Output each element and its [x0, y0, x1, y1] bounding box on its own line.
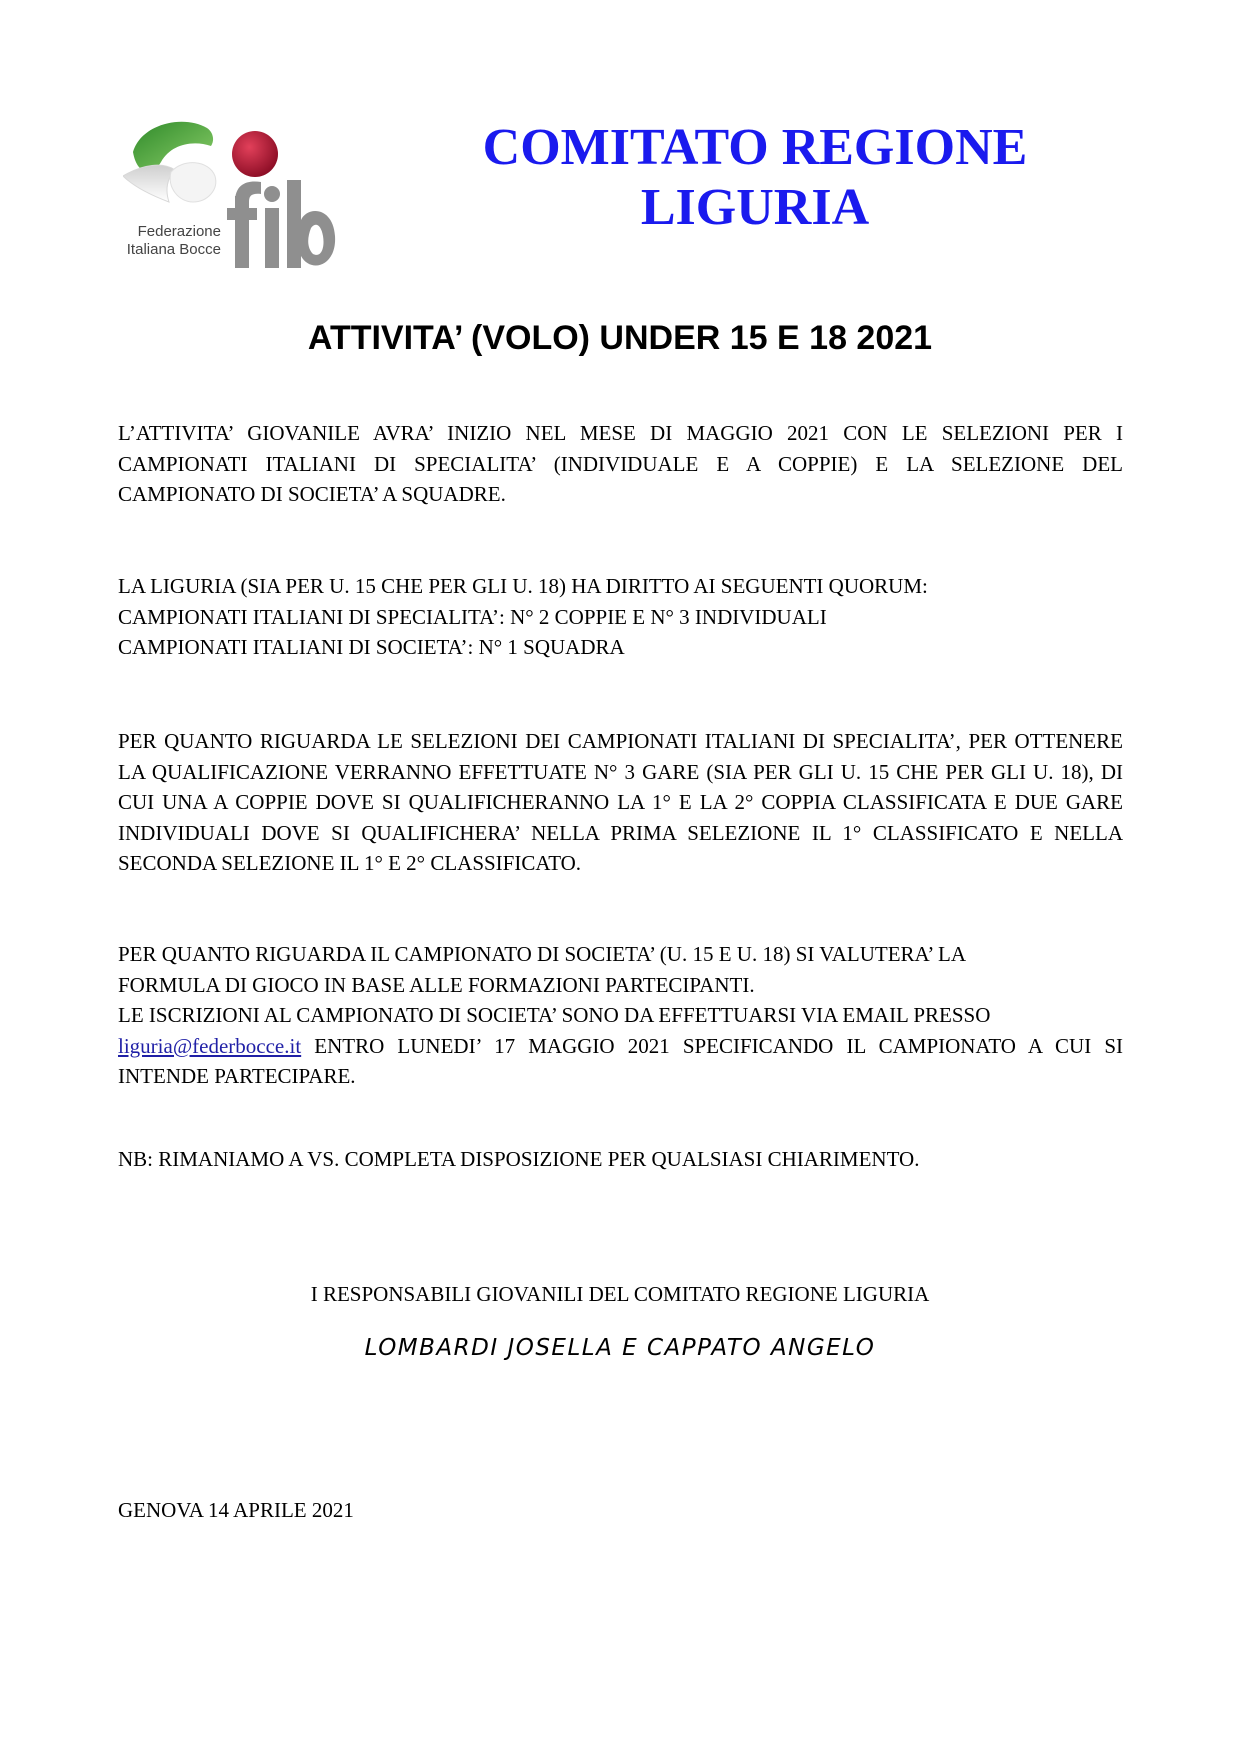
- title-line-2: LIGURIA: [640, 179, 870, 236]
- paragraph-registration: [118, 939, 1123, 1092]
- registration-line: INTENDE PARTECIPARE.: [118, 1064, 356, 1088]
- quorum-line: LA LIGURIA (SIA PER U. 15 CHE PER GLI U. 18) HA DIRITTO AI SEGUENTI QUORUM:: [118, 574, 928, 598]
- logo-text-line1: Federazione: [137, 223, 221, 240]
- fib-logo-graphic: [123, 118, 383, 274]
- document-heading: ATTIVITA’ (VOLO) UNDER 15 E 18 2021: [307, 319, 933, 357]
- fib-mark-icon: [227, 180, 335, 268]
- registration-line: PER QUANTO RIGUARDA IL CAMPIONATO DI SOCIETA’ (U. 15 E U. 18) SI VALUTERA’ LA: [118, 942, 967, 966]
- registration-line: LE ISCRIZIONI AL CAMPIONATO DI SOCIETA’ SONO DA EFFETTUARSI VIA EMAIL PRESSO: [118, 1003, 991, 1027]
- red-ball-icon: [232, 131, 278, 177]
- registration-line: [118, 1031, 1123, 1062]
- fib-logo: [123, 118, 383, 274]
- signature-names: LOMBARDI JOSELLA E CAPPATO ANGELO: [364, 1335, 876, 1361]
- gray-swoosh-icon: [123, 165, 175, 202]
- white-ball-icon: [170, 163, 216, 202]
- quorum-line: CAMPIONATI ITALIANI DI SPECIALITA’: N° 2 COPPIE E N° 3 INDIVIDUALI: [118, 604, 827, 629]
- paragraph-quorum: [118, 571, 1123, 663]
- paragraph-intro: L’ATTIVITA’ GIOVANILE AVRA’ INIZIO NEL MESE DI MAGGIO 2021 CON LE SELEZIONI PER I CAMPIONATI ITALIANI DI SPECIALITA’ (INDIVIDUALE E A COPPIE) E LA SELEZIONE DEL CAMPIONATO DI SOCIETA’ A SQUADRE.: [118, 421, 1123, 506]
- email-link[interactable]: liguria@federbocce.it: [118, 1033, 302, 1058]
- registration-line: FORMULA DI GIOCO IN BASE ALLE FORMAZIONI PARTECIPANTI.: [118, 972, 755, 997]
- date-place: GENOVA 14 APRILE 2021: [118, 1498, 354, 1522]
- title-line-1: COMITATO REGIONE: [482, 119, 1028, 176]
- note-line: NB: RIMANIAMO A VS. COMPLETA DISPOSIZIONE PER QUALSIASI CHIARIMENTO.: [118, 1147, 920, 1171]
- paragraph-selections: PER QUANTO RIGUARDA LE SELEZIONI DEI CAMPIONATI ITALIANI DI SPECIALITA’, PER OTTENERE LA QUALIFICAZIONE VERRANNO EFFETTUATE N° 3 GARE (SIA PER GLI U. 15 CHE PER GLI U. 18), DI CUI UNA A COPPIE DOVE SI QUALIFICHERANNO LA 1° E LA 2° COPPIA CLASSIFICATA E DUE GARE INDIVIDUALI DOVE SI QUALIFICHERA’ NELLA PRIMA SELEZIONE IL 1° CLASSIFICATO E NELLA SECONDA SELEZIONE IL 1° E 2° CLASSIFICATO.: [118, 729, 1123, 875]
- quorum-line: CAMPIONATI ITALIANI DI SOCIETA’: N° 1 SQUADRA: [118, 635, 625, 659]
- registration-line-rest: ENTRO LUNEDI’ 17 MAGGIO 2021 SPECIFICANDO IL CAMPIONATO A CUI SI: [301, 1033, 1123, 1058]
- signoff-line: I RESPONSABILI GIOVANILI DEL COMITATO REGIONE LIGURIA: [310, 1282, 930, 1306]
- committee-title: [440, 118, 1070, 238]
- logo-text-line2: Italiana Bocce: [126, 241, 221, 258]
